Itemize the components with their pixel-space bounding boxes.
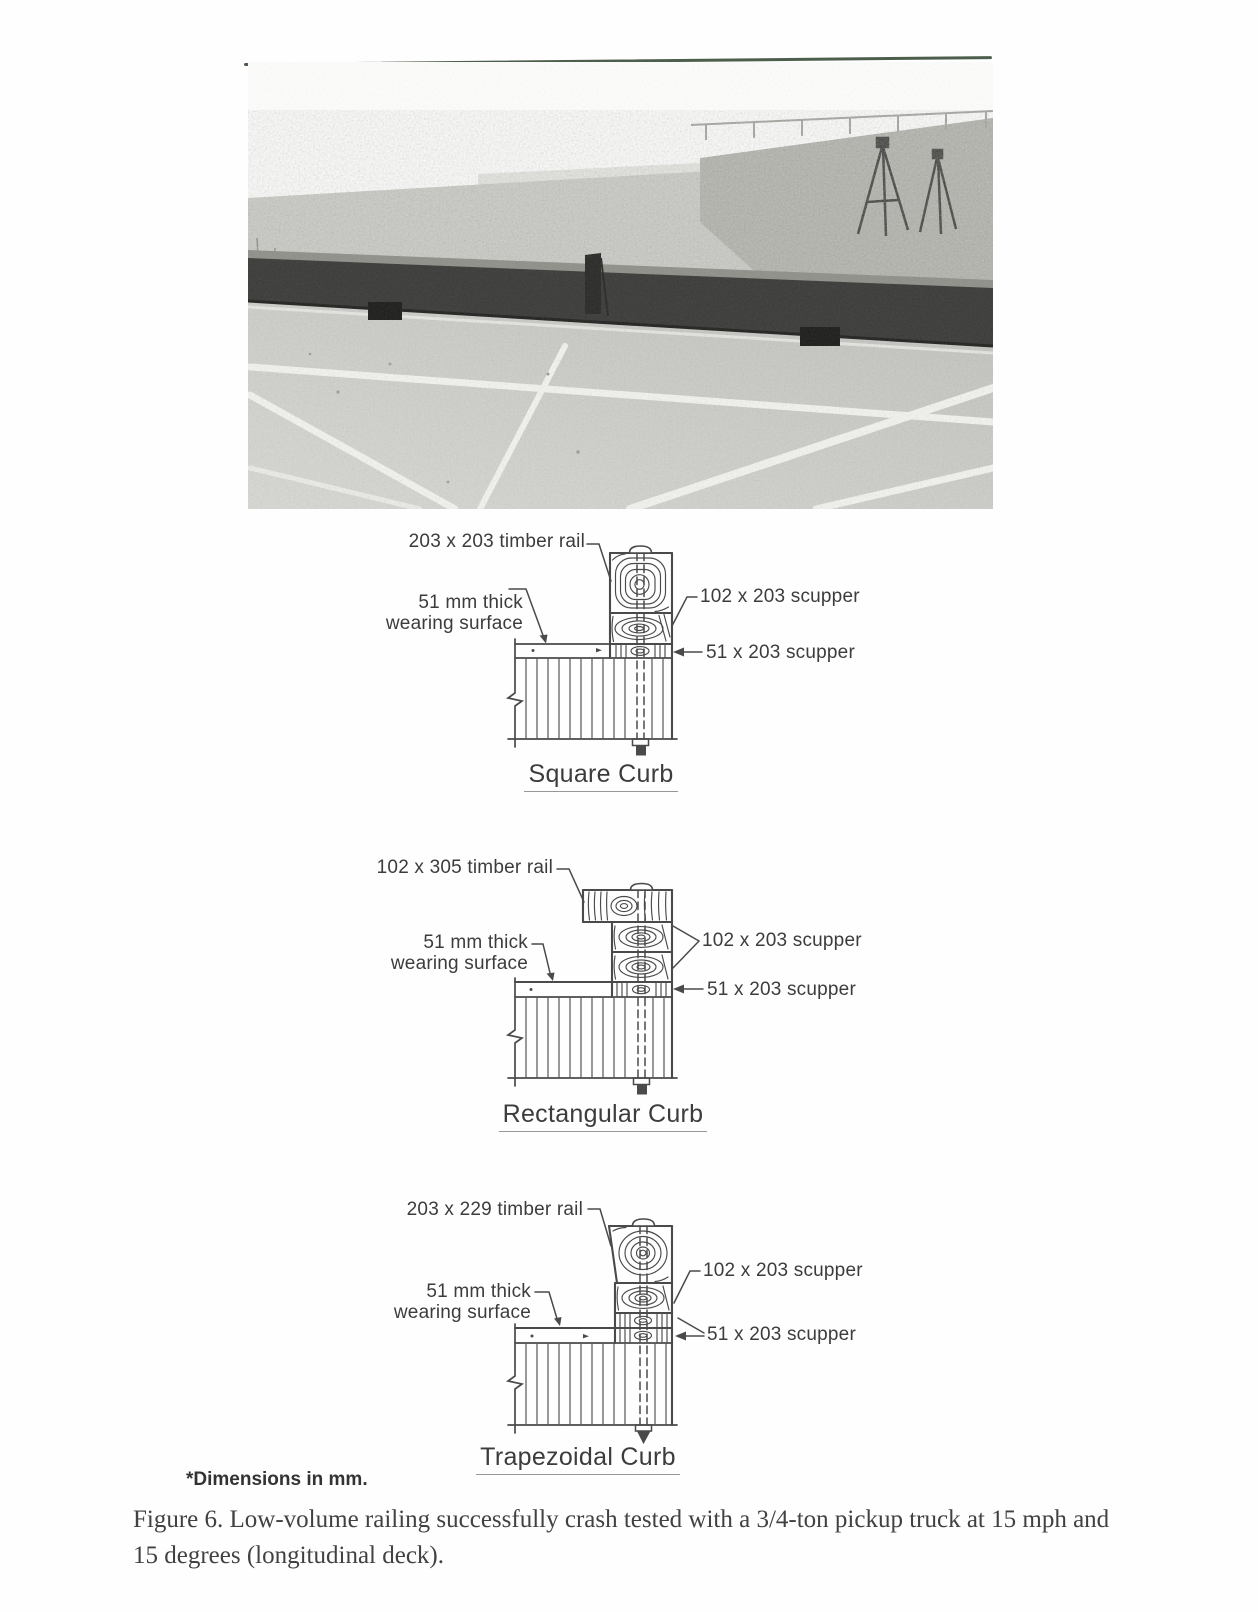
deck bbox=[508, 639, 677, 747]
rectangular-curb-title: Rectangular Curb bbox=[478, 1100, 728, 1132]
rectangular-curb-wearing-surface-label bbox=[391, 932, 528, 974]
trapezoidal-curb-drawing bbox=[508, 1209, 704, 1443]
rectangular-curb-drawing bbox=[508, 869, 703, 1094]
wearing-label-line1: 51 mm thick bbox=[423, 932, 528, 953]
rectangular-curb-rail-label: 102 x 305 timber rail bbox=[376, 857, 553, 878]
bolt bbox=[633, 1219, 655, 1443]
wood-grain bbox=[612, 554, 670, 657]
wearing-label-line2: wearing surface bbox=[390, 953, 528, 974]
square-curb-small-scupper-label: 51 x 203 scupper bbox=[706, 642, 855, 663]
leader-lines bbox=[532, 869, 703, 989]
caption-line1: Figure 6. Low-volume railing successfully crash tested with a 3/4-ton pickup truck at 15 mph and bbox=[133, 1506, 1110, 1533]
trapezoidal-curb-rail-label: 203 x 229 timber rail bbox=[406, 1199, 583, 1220]
square-curb-title: Square Curb bbox=[480, 760, 722, 792]
figure-caption bbox=[133, 1502, 1109, 1574]
deck bbox=[508, 978, 677, 1086]
wearing-label-line1: 51 mm thick bbox=[426, 1281, 531, 1302]
leader-lines bbox=[509, 544, 702, 652]
wearing-label-line2: wearing surface bbox=[393, 1302, 531, 1323]
wood-grain bbox=[588, 892, 668, 996]
crash-test-photo-svg bbox=[248, 62, 993, 509]
wearing-label-line2: wearing surface bbox=[385, 613, 523, 634]
trapezoidal-curb-wearing-surface-label bbox=[394, 1281, 531, 1323]
dimensions-footnote: *Dimensions in mm. bbox=[186, 1469, 368, 1490]
deck bbox=[508, 1324, 677, 1433]
square-curb-wearing-surface-label bbox=[386, 592, 523, 634]
square-curb-rail-label: 203 x 203 timber rail bbox=[408, 531, 585, 552]
bolt bbox=[630, 546, 652, 755]
trapezoidal-curb-large-scupper-label: 102 x 203 scupper bbox=[703, 1260, 863, 1281]
trapezoidal-curb-small-scupper-label: 51 x 203 scupper bbox=[707, 1324, 856, 1345]
rectangular-curb-large-scupper-label: 102 x 203 scupper bbox=[702, 930, 862, 951]
leader-lines bbox=[535, 1209, 704, 1336]
bolt bbox=[631, 884, 653, 1095]
caption-line2: 15 degrees (longitudinal deck). bbox=[133, 1542, 445, 1569]
square-curb-large-scupper-label: 102 x 203 scupper bbox=[700, 586, 860, 607]
wood-grain bbox=[613, 1228, 669, 1343]
photo-grain bbox=[248, 62, 993, 509]
square-curb-drawing bbox=[508, 544, 702, 755]
rectangular-curb-small-scupper-label: 51 x 203 scupper bbox=[707, 979, 856, 1000]
crash-test-photo bbox=[248, 62, 993, 509]
wearing-label-line1: 51 mm thick bbox=[418, 592, 523, 613]
trapezoidal-curb-title: Trapezoidal Curb bbox=[450, 1443, 706, 1475]
